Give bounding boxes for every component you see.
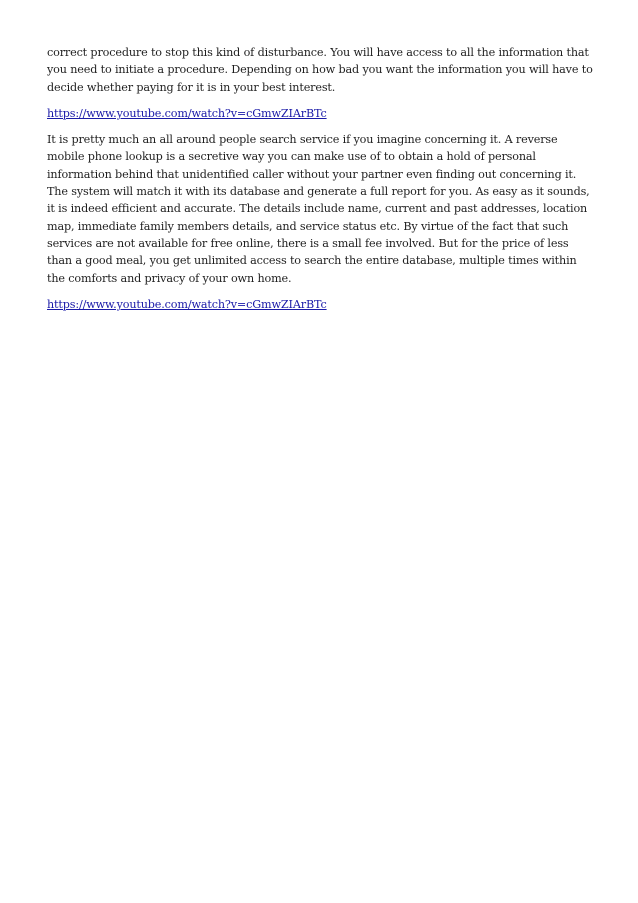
- link-container-1: [47, 105, 595, 122]
- youtube-link-1[interactable]: https://www.youtube.com/watch?v=cGmwZIArBTc: [47, 106, 327, 120]
- youtube-link-2[interactable]: https://www.youtube.com/watch?v=cGmwZIArBTc: [47, 297, 327, 311]
- link-container-2: [47, 296, 595, 313]
- paragraph-intro: correct procedure to stop this kind of disturbance. You will have access to all the information that you need to initiate a procedure. Depending on how bad you want the information you will have to decide whether paying for it is in your best interest.: [47, 46, 593, 94]
- document-page: [47, 44, 595, 322]
- paragraph-reverse-lookup: It is pretty much an all around people search service if you imagine concerning it. A reverse mobile phone lookup is a secretive way you can make use of to obtain a hold of personal information behind that unidentified caller without your partner even finding out concerning it. The system will match it with its database and generate a full report for you. As easy as it sounds, it is indeed efficient and accurate. The details include name, current and past addresses, location map, immediate family members details, and service status etc. By virtue of the fact that such services are not available for free online, there is a small fee involved. But for the price of less than a good meal, you get unlimited access to search the entire database, multiple times within the comforts and privacy of your own home.: [47, 133, 590, 285]
